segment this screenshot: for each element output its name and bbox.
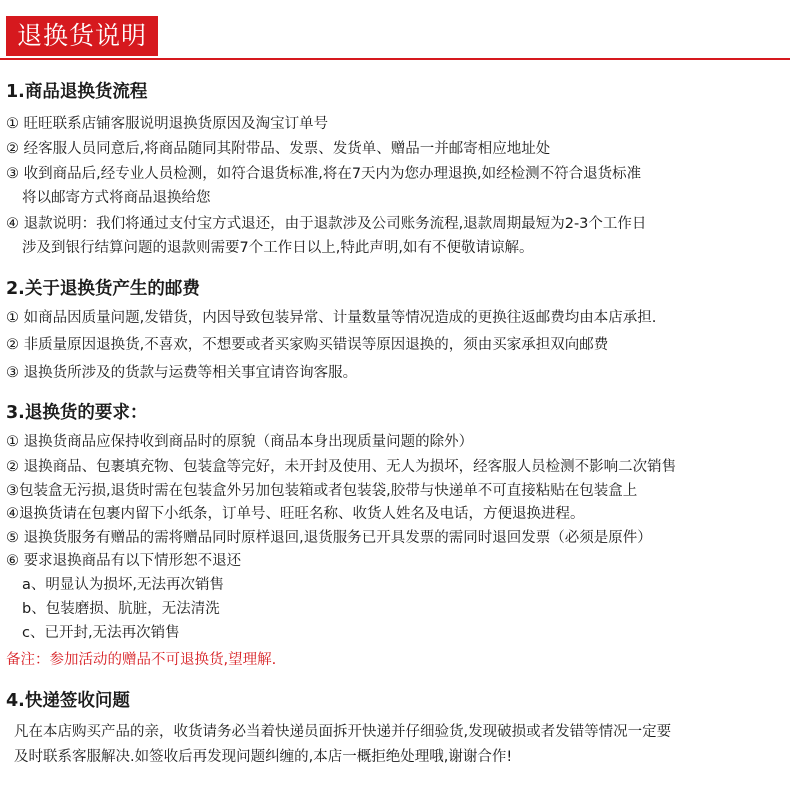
section-3-subitem: b、包装磨损、肮脏，无法清洗 [22, 601, 220, 617]
section-3-note: 备注：参加活动的赠品不可退换货,望理解. [6, 652, 277, 668]
section-3-heading: 3.退换货的要求： [6, 403, 148, 423]
title-divider [0, 58, 790, 60]
section-1-line: ① 旺旺联系店铺客服说明退换货原因及淘宝订单号 [6, 116, 329, 132]
section-2-heading: 2.关于退换货产生的邮费 [6, 279, 200, 299]
section-3-subitem: c、已开封,无法再次销售 [22, 625, 180, 641]
section-4-heading: 4.快递签收问题 [6, 691, 130, 711]
page-title: 退换货说明 [6, 16, 158, 56]
section-4-line: 凡在本店购买产品的亲，收货请务必当着快递员面拆开快递并仔细验货,发现破损或者发错等情况一定要 [14, 724, 672, 740]
section-3-line: ② 退换商品、包裹填充物、包装盒等完好，未开封及使用、无人为损坏，经客服人员检测不影响二次销售 [6, 459, 677, 475]
section-3-line: ① 退换货商品应保持收到商品时的原貌（商品本身出现质量问题的除外） [6, 434, 474, 450]
section-1-line: ④ 退款说明：我们将通过支付宝方式退还，由于退款涉及公司账务流程,退款周期最短为2-3个工作日 [6, 216, 647, 232]
section-3-subitem: a、明显认为损坏,无法再次销售 [22, 577, 224, 593]
section-3-line: ③包装盒无污损,退货时需在包装盒外另加包装箱或者包装袋,胶带与快递单不可直接粘贴在包装盒上 [6, 483, 638, 499]
section-1-line: ② 经客服人员同意后,将商品随同其附带品、发票、发货单、赠品一并邮寄相应地址处 [6, 141, 551, 157]
section-2-line: ③ 退换货所涉及的货款与运费等相关事宜请咨询客服。 [6, 365, 358, 381]
section-2-line: ② 非质量原因退换货,不喜欢，不想要或者买家购买错误等原因退换的，须由买家承担双向邮费 [6, 337, 609, 353]
section-1-line: 将以邮寄方式将商品退换给您 [22, 190, 211, 206]
section-2-line: ① 如商品因质量问题,发错货，内因导致包装异常、计量数量等情况造成的更换往返邮费均由本店承担. [6, 310, 657, 326]
section-3-line: ④退换货请在包裹内留下小纸条，订单号、旺旺名称、收货人姓名及电话，方便退换进程。 [6, 506, 585, 522]
section-4-line: 及时联系客服解决.如签收后再发现问题纠缠的,本店一概拒绝处理哦,谢谢合作! [14, 749, 513, 765]
section-1-heading: 1.商品退换货流程 [6, 82, 148, 102]
section-3-line: ⑤ 退换货服务有赠品的需将赠品同时原样退回,退货服务已开具发票的需同时退回发票（必须是原件） [6, 530, 652, 546]
section-1-line: ③ 收到商品后,经专业人员检测，如符合退货标准,将在7天内为您办理退换,如经检测不符合退货标准 [6, 166, 642, 182]
section-3-line: ⑥ 要求退换商品有以下情形恕不退还 [6, 553, 242, 569]
section-1-line: 涉及到银行结算问题的退款则需要7个工作日以上,特此声明,如有不便敬请谅解。 [22, 240, 534, 256]
